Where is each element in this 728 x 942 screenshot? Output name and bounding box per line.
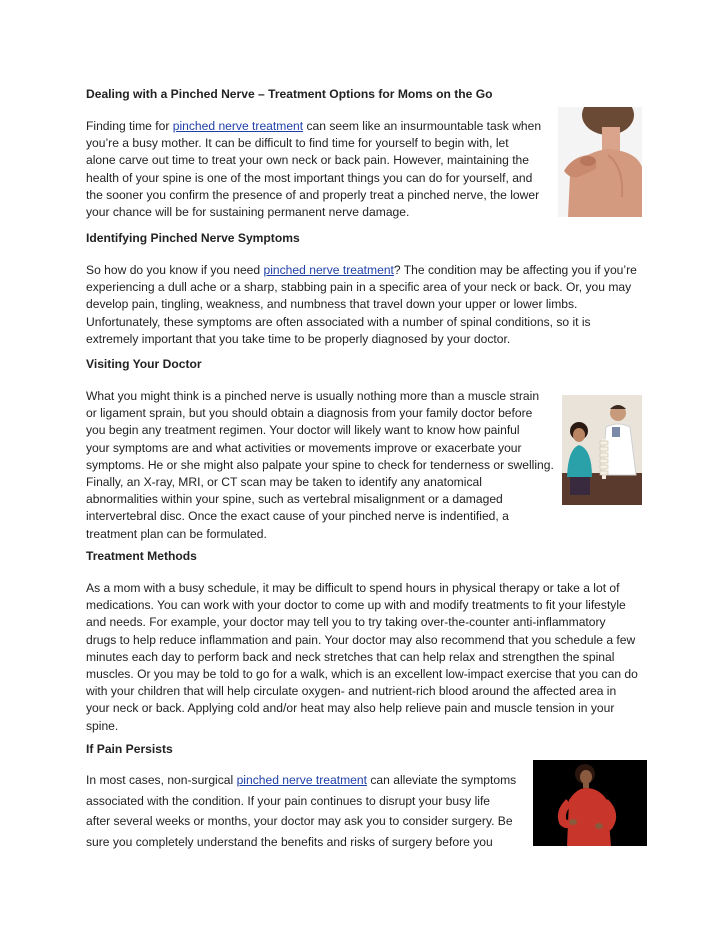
text-line: after several weeks or months, your doctor may ask you to consider surgery. Be — [86, 814, 513, 828]
text-line: your neck or back. Applying cold and/or heat may also help relieve pain and muscle tension in your — [86, 701, 615, 716]
persists-paragraph — [86, 770, 516, 852]
text-run: In most cases, non-surgical — [86, 773, 237, 787]
text-line — [86, 118, 541, 135]
text-line: sure you completely understand the benefits and risks of surgery before you — [86, 834, 493, 849]
text-line: drugs to help reduce inflammation and pain. Your doctor may also recommend that you schedule a few — [86, 632, 636, 647]
text-run: Finding time for — [86, 119, 173, 133]
doctor-paragraph — [86, 388, 554, 543]
doctor-visit-illustration — [562, 395, 642, 505]
text-line: your chance will be for sustaining permanent nerve damage. — [86, 205, 410, 220]
text-line: spine. — [86, 718, 119, 733]
text-run: ? The condition may be affecting you if you’re — [393, 263, 637, 277]
text-line: associated with the condition. If your pain continues to disrupt your busy life — [86, 793, 491, 808]
text-run: So how do you know if you need — [86, 263, 264, 277]
text-line: develop pain, tingling, weakness, and numbness that travel down your upper or lower limbs. — [86, 297, 578, 312]
pinched-nerve-link[interactable]: pinched nerve treatment — [172, 119, 304, 133]
text-line: muscles. Or you may be told to go for a walk, which is an excellent low-impact exercise that you can do — [86, 667, 638, 682]
section-heading-doctor: Visiting Your Doctor — [86, 357, 202, 371]
section-heading-treatment: Treatment Methods — [86, 549, 197, 563]
text-run: can seem like an insurmountable task when — [303, 119, 542, 133]
text-line: alone carve out time to treat your own neck or back pain. However, maintaining the — [86, 153, 530, 168]
text-line: your symptoms are and what activities or movements improve or exacerbate your — [86, 440, 522, 455]
text-line: minutes each day to perform back and neck stretches that can help relax and strengthen the spinal — [86, 649, 615, 664]
text-line: medications. You can work with your doctor to come up with and modify treatments to fit your lifestyle — [86, 598, 626, 613]
text-line: As a mom with a busy schedule, it may be difficult to spend hours in physical therapy or take a lot of — [86, 581, 620, 595]
text-run: can alleviate the symptoms — [367, 773, 517, 787]
text-line: treatment plan can be formulated. — [86, 526, 267, 541]
text-line: experiencing a dull ache or a sharp, stabbing pain in a specific area of your neck or back. Or, you may — [86, 280, 632, 295]
doctor-visit-photo — [562, 395, 642, 505]
text-line: you begin any treatment regimen. Your doctor will likely want to know how painful — [86, 423, 520, 438]
pinched-nerve-link[interactable]: pinched nerve treatment — [263, 263, 394, 277]
text-line: Finally, an X-ray, MRI, or CT scan may be taken to identify any anatomical — [86, 475, 482, 490]
back-pain-photo — [533, 760, 647, 846]
text-line: and needs. For example, your doctor may tell you to try taking over-the-counter anti-inflammatory — [86, 615, 606, 630]
shoulder-pain-photo — [558, 107, 642, 217]
symptoms-paragraph — [86, 262, 637, 348]
pinched-nerve-link[interactable]: pinched nerve treatment — [236, 773, 367, 787]
shoulder-pain-illustration — [558, 107, 642, 217]
back-pain-illustration — [533, 760, 647, 846]
text-line: the sooner you confirm the presence of and properly treat a pinched nerve, the lower — [86, 187, 540, 202]
text-line: health of your spine is one of the most important things you can do for yourself, and — [86, 170, 533, 185]
text-line: Unfortunately, these symptoms are often associated with a number of spinal conditions, so it is — [86, 314, 591, 329]
article-title: Dealing with a Pinched Nerve – Treatment Options for Moms on the Go — [86, 87, 493, 101]
text-line: extremely important that you take time to be properly diagnosed by your doctor. — [86, 331, 511, 346]
text-line: intervertebral disc. Once the exact cause of your pinched nerve is indentified, a — [86, 509, 509, 524]
text-line: What you might think is a pinched nerve is usually nothing more than a muscle strain — [86, 389, 540, 403]
text-line: symptoms. He or she might also palpate your spine to check for tenderness or swelling. — [86, 457, 554, 472]
treatment-paragraph — [86, 580, 638, 735]
text-line — [86, 262, 637, 279]
text-line: with your children that will help circulate oxygen- and nutrient-rich blood around the affected area in — [86, 684, 617, 699]
section-heading-persists: If Pain Persists — [86, 742, 173, 756]
intro-paragraph — [86, 118, 541, 221]
text-line: you’re a busy mother. It can be difficult to find time for yourself to begin with, let — [86, 136, 509, 151]
text-line: abnormalities within your spine, such as vertebral misalignment or a damaged — [86, 492, 503, 507]
text-line — [86, 770, 516, 791]
section-heading-symptoms: Identifying Pinched Nerve Symptoms — [86, 231, 300, 245]
text-line: or ligament sprain, but you should obtain a diagnosis from your family doctor before — [86, 406, 533, 421]
